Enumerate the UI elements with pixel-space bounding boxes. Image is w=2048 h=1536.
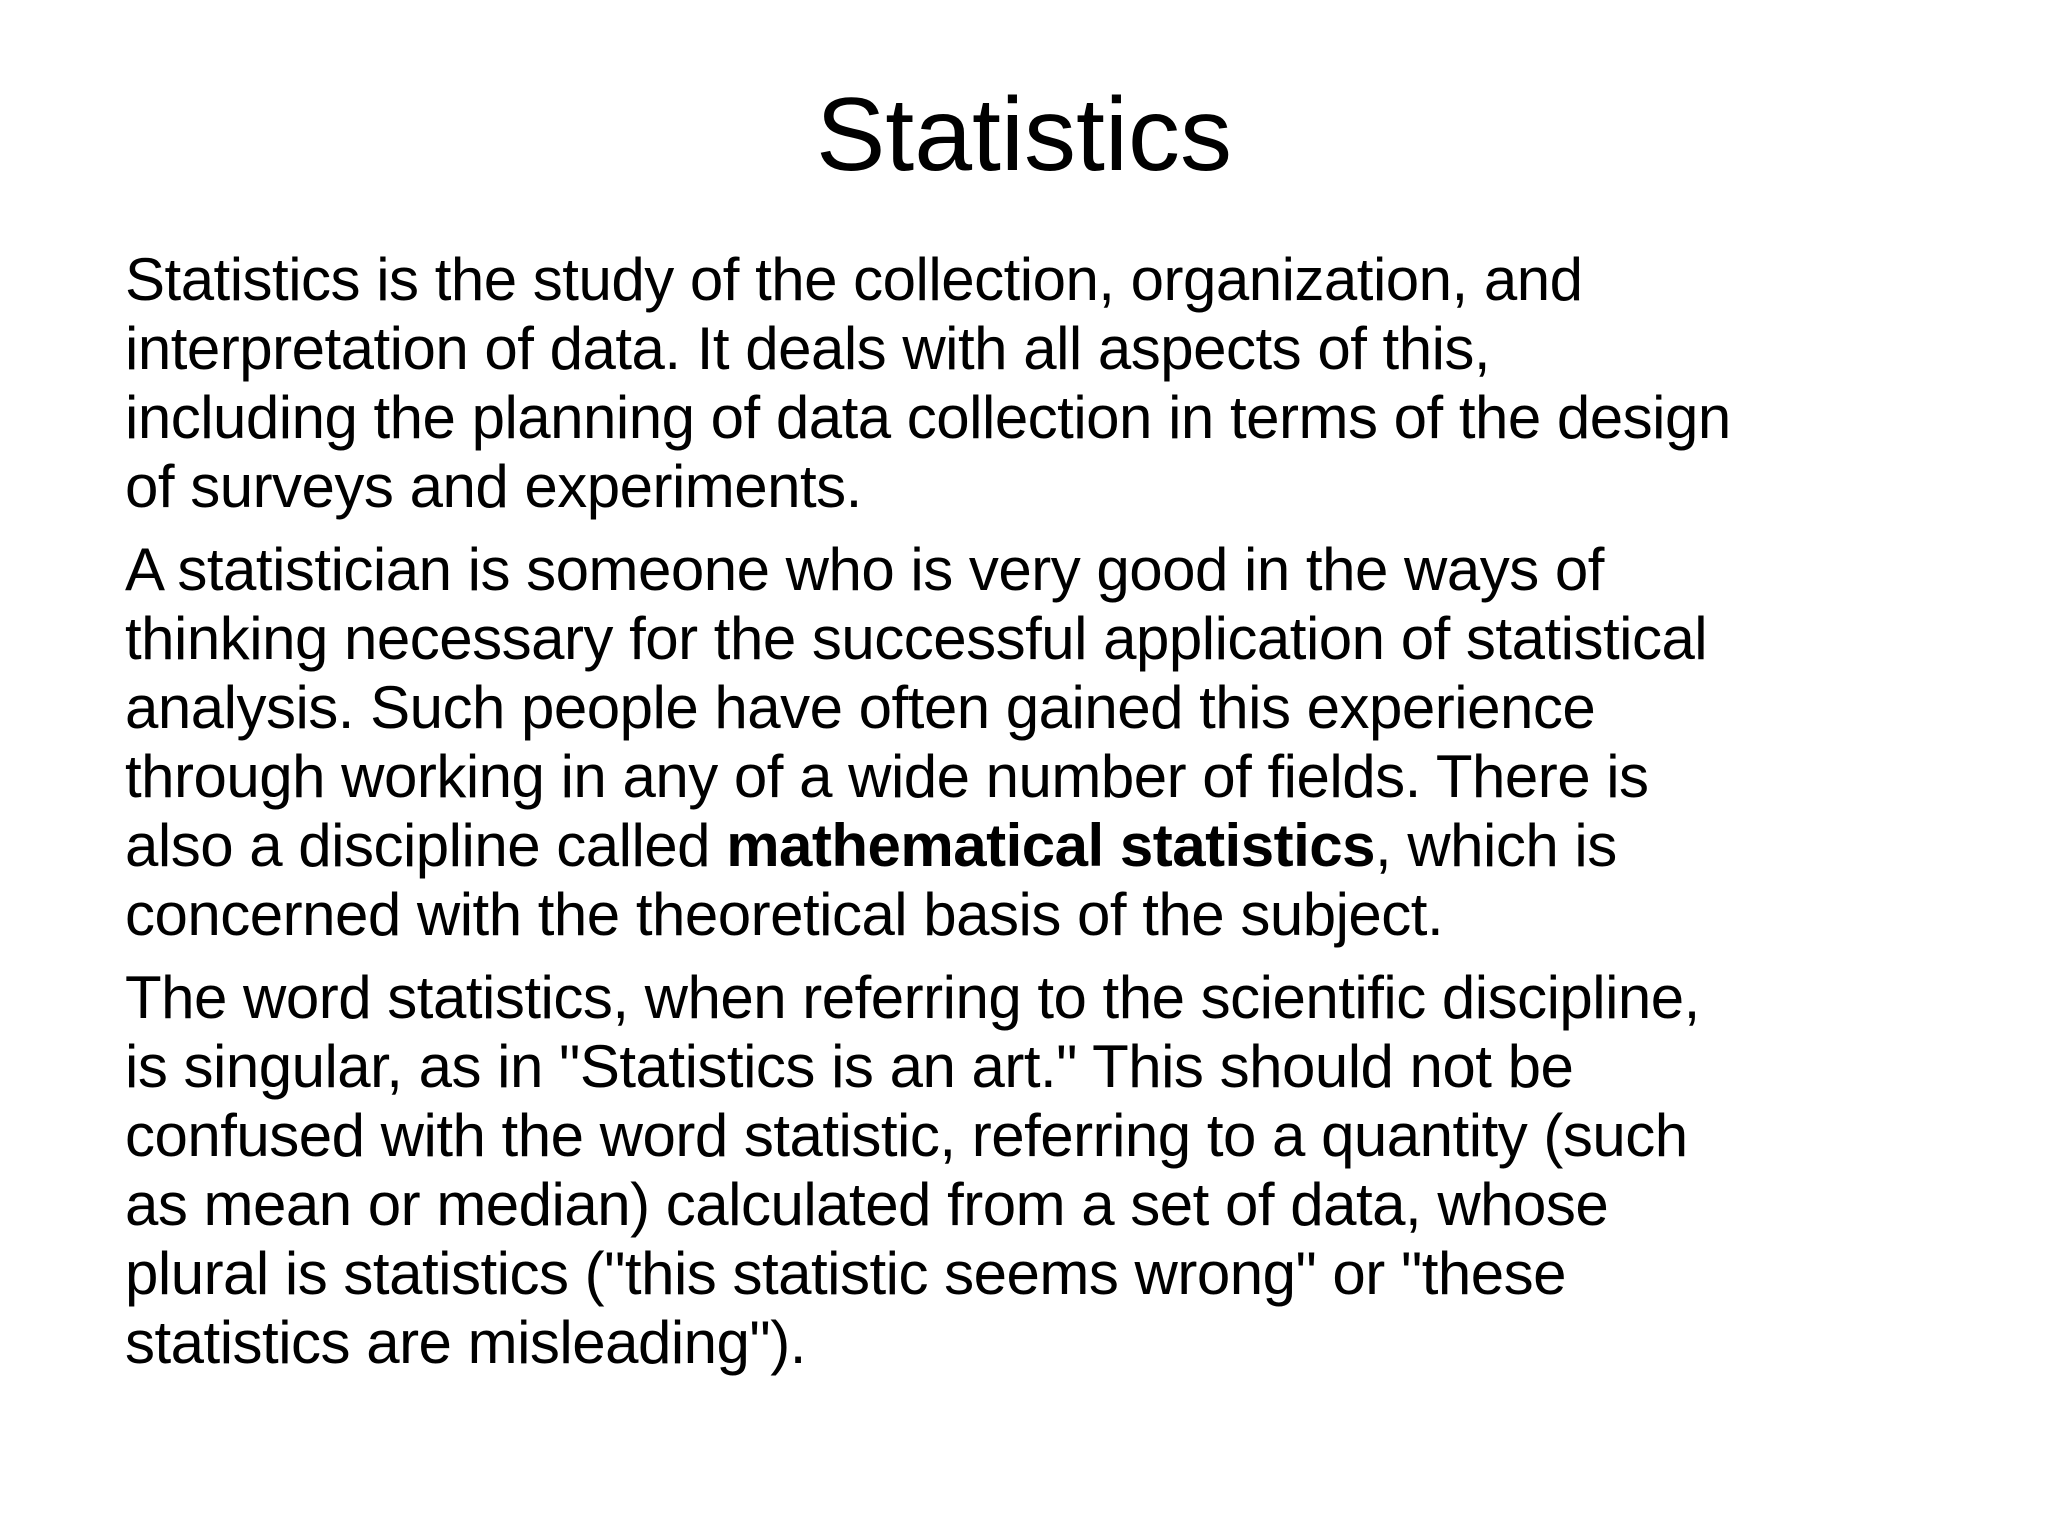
text-line: confused with the word statistic, referring to a quantity (such [125, 1102, 1688, 1169]
slide-body [125, 245, 1965, 1391]
text-line: including the planning of data collection in terms of the design [125, 384, 1731, 451]
paragraph-word-usage [125, 963, 1965, 1377]
text-line: interpretation of data. It deals with all aspects of this, [125, 315, 1491, 382]
paragraph-statistician [125, 535, 1965, 949]
text-line: through working in any of a wide number of fields. There is [125, 743, 1649, 810]
text-line: A statistician is someone who is very good in the ways of [125, 536, 1604, 603]
text-line: thinking necessary for the successful application of statistical [125, 605, 1708, 672]
text-line: plural is statistics ("this statistic seems wrong" or "these [125, 1240, 1567, 1307]
text-line: concerned with the theoretical basis of the subject. [125, 881, 1444, 948]
text-line: The word statistics, when referring to the scientific discipline, [125, 964, 1700, 1031]
text-fragment: , which is [1374, 812, 1617, 879]
text-line: is singular, as in "Statistics is an art." This should not be [125, 1033, 1574, 1100]
text-line: as mean or median) calculated from a set of data, whose [125, 1171, 1609, 1238]
paragraph-definition [125, 245, 1965, 521]
text-line-with-bold-term [125, 811, 1965, 880]
text-fragment: also a discipline called [125, 812, 727, 879]
text-line: analysis. Such people have often gained this experience [125, 674, 1596, 741]
slide-title: Statistics [815, 77, 1233, 193]
text-line: statistics are misleading"). [125, 1309, 806, 1376]
text-line: of surveys and experiments. [125, 453, 862, 520]
bold-term: mathematical statistics [726, 812, 1375, 879]
text-line: Statistics is the study of the collection, organization, and [125, 246, 1583, 313]
